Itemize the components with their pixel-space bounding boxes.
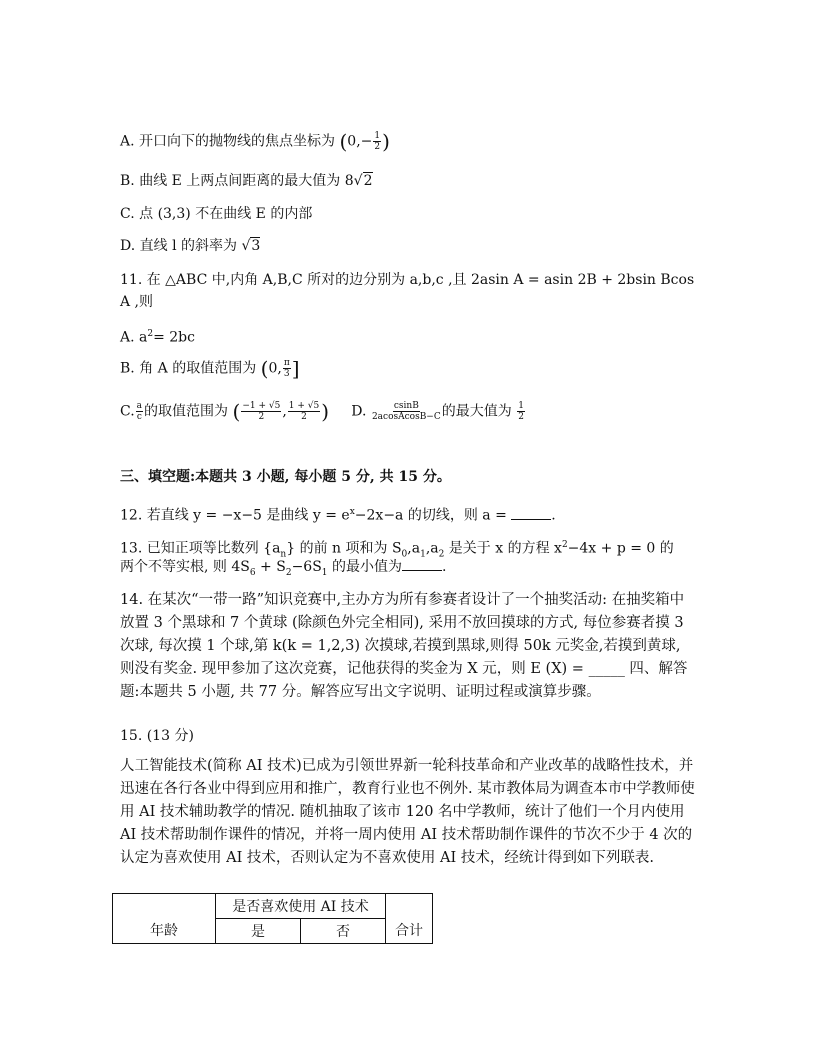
q11-option-c-d: C. $\frac{a}{c}$ 的取值范围为 ( $\frac{-1 + √5}{2}$ , $\frac{1 + √5}{2}$ ) D. $\frac{csinB}{\text{2acosAcosB−C}}$ 的最大值为 $\frac{1}{2}$ — [120, 399, 524, 424]
q13-line1: 13. 已知正项等比数列 $\{a_n\}$ 的前 n 项和为 $S_0,a_1,a_2$ 是关于 x 的方程 $x^2-4x + p = 0$ 的 — [120, 540, 674, 560]
option-d-text: D. 直线 l 的斜率为 — [120, 238, 238, 254]
q12: 12. 若直线 y = −x−5 是曲线 $y = e^x-2x-a$ 的切线，则 a = . — [120, 502, 556, 526]
fraction-a-c: $\frac{a}{c}$ — [136, 401, 143, 422]
option-d — [120, 236, 260, 256]
table-header-group: 是否喜欢使用 AI 技术 — [216, 894, 386, 919]
sqrt-radicand: 3 — [251, 238, 261, 254]
option-a-text: A. 开口向下的抛物线的焦点坐标为 — [120, 133, 336, 150]
q15-body: 人工智能技术(简称 AI 技术)已成为引领世界新一轮科技革命和产业改革的战略性技术，并迅速在各行各业中得到应用和推广，教育行业也不例外. 某市教体局为调查本市中学教师使用 AI 技术辅助教学的情况. 随机抽取了该市 120 名中学教师，统计了他们一个月内使用 AI 技术帮助制作课件的情况，并将一周内使用 AI 技术帮助制作课件的节次不少于 4 次的认定为喜欢使用 AI 技术，否则认定为不喜欢使用 AI 技术，经统计得到如下列联表. — [120, 758, 695, 866]
paren-left: ( — [339, 129, 348, 154]
coord-zero: 0,− — [347, 133, 373, 150]
option-b-text: B. 曲线 E 上两点间距离的最大值为 8 — [120, 173, 354, 189]
q14: 14. 在某次“一带一路”知识竞赛中,主办方为所有参赛者设计了一个抽奖活动: 在抽奖箱中放置 3 个黑球和 7 个黄球 (除颜色外完全相同), 采用不放回摸球的方式, 每位参赛者摸 3 次球, 每次摸 1 个球,第 k(k = 1,2,3) 次摸球,若摸到黑球,则得 50k 元奖金,若摸到黄球,则没有奖金. 现甲参加了这次竞赛，记他获得的奖金为 X 元，则 E (X) = _____ 四、解答题:本题共 5 小题, 共 77 分。解答应写出文字说明、证明过程或演算步骤。 — [120, 592, 688, 700]
table-header-age: 年龄 — [113, 894, 216, 944]
q11-line2: A ,则 — [120, 294, 154, 310]
q11-option-a: A. $a^2= 2bc$ — [120, 329, 195, 346]
table-header-no: 否 — [301, 919, 386, 944]
q11-line1: 11. 在 △ABC 中,内角 A,B,C 所对的边分别为 a,b,c ,且 2asin A = asin 2B + 2bsin Bcos — [120, 272, 695, 288]
fraction-pi-3: $\frac{\pi}{3}$ — [283, 358, 290, 379]
table-header-yes: 是 — [216, 919, 301, 944]
sqrt-sign: √ — [353, 173, 363, 189]
option-a — [120, 131, 390, 152]
fraction-one-half: $\frac{1}{2}$ — [518, 401, 524, 422]
paren-right: ) — [382, 129, 390, 154]
q15-heading: 15. (13 分) — [120, 728, 194, 744]
option-b — [120, 171, 373, 191]
fraction-one-half: $\frac{1}{2}$ — [374, 131, 381, 152]
sqrt-sign: √ — [241, 238, 251, 254]
contingency-table — [112, 893, 433, 944]
option-c-text: C. 点 (3,3) 不在曲线 E 的内部 — [120, 206, 313, 222]
section-3-heading: 三、填空题:本题共 3 小题, 每小题 5 分, 共 15 分。 — [120, 469, 451, 485]
option-c — [120, 204, 312, 224]
answer-blank[interactable] — [402, 556, 442, 571]
table-header-total: 合计 — [386, 894, 433, 944]
answer-blank[interactable] — [511, 505, 551, 520]
q13-line2: 两个不等实根, 则 $4S_6 + S_2-6S_1$ 的最小值为 . — [120, 556, 446, 583]
sqrt-radicand: 2 — [363, 173, 373, 189]
q11-option-b: B. 角 A 的取值范围为 (0, $\frac{\pi}{3}$ ] — [120, 356, 300, 381]
fraction-csinb: $\frac{csinB}{\text{2acosAcosB−C}}$ — [371, 401, 441, 422]
